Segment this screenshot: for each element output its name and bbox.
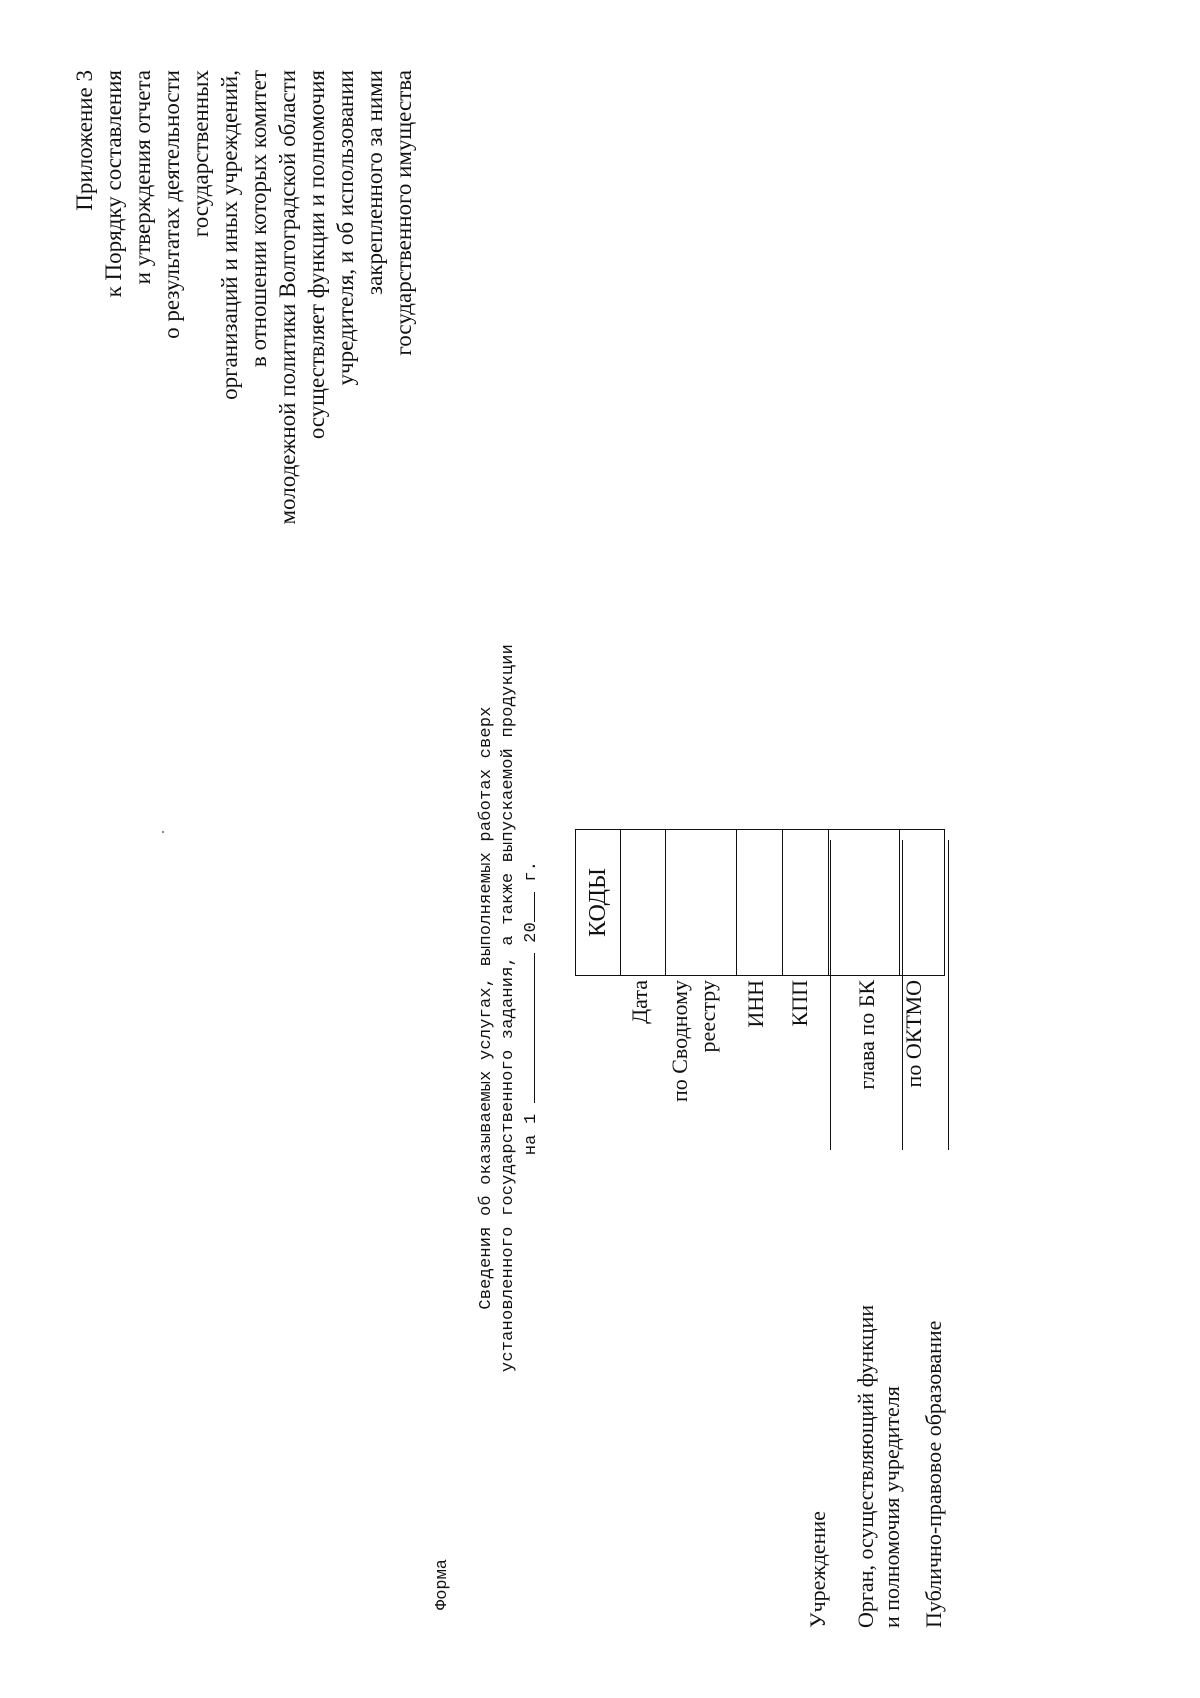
code-cell-kpp[interactable]	[783, 830, 829, 976]
code-label-date: Дата	[627, 980, 652, 1024]
appendix-line: Приложение 3	[72, 70, 97, 211]
institution-line[interactable]	[830, 840, 831, 1150]
code-label-oktmo: по ОКТМО	[901, 980, 926, 1088]
title-line-3	[520, 508, 543, 1508]
code-label-budget-chapter: глава по БК	[854, 980, 879, 1090]
codes-table	[575, 829, 945, 976]
founder-label	[853, 1305, 905, 1628]
appendix-line: учредителя, и об использовании	[333, 70, 358, 386]
appendix-line: государственных	[188, 70, 213, 238]
title-date-prefix: на 1	[522, 1113, 541, 1156]
appendix-line: осуществляет функции и полномочия	[304, 70, 329, 440]
institution-label: Учреждение	[805, 1511, 830, 1628]
scan-speck	[162, 831, 164, 833]
founder-label-line2: и полномочия учредителя	[879, 1386, 904, 1628]
code-label-registry-line2: реестру	[695, 980, 720, 1053]
title-line-1: Сведения об оказываемых услугах, выполняемых работах сверх	[477, 706, 496, 1310]
appendix-line: и утверждения отчета	[130, 70, 155, 285]
appendix-line: в отношении которых комитет	[246, 70, 271, 368]
title-year: 20	[522, 922, 541, 943]
title-year-suffix: г.	[522, 860, 541, 882]
founder-label-line1: Орган, осуществляющий функции	[853, 1304, 878, 1628]
title-line-2: установленного государственного задания, а также выпускаемой продукции	[499, 643, 518, 1373]
municipality-line[interactable]	[948, 840, 949, 1150]
date-fill-line[interactable]	[520, 953, 535, 1103]
code-cell-registry[interactable]	[666, 830, 737, 976]
appendix-line: организаций и иных учреждений,	[217, 70, 242, 400]
year-fill-line[interactable]	[520, 892, 535, 922]
code-cell-budget-chapter[interactable]	[829, 830, 900, 976]
code-label-kpp: КПП	[787, 980, 812, 1027]
code-cell-oktmo[interactable]	[900, 830, 945, 976]
code-label-registry-line1: по Сводному	[667, 980, 692, 1103]
appendix-line: о результатах деятельности	[159, 70, 184, 339]
code-cell-date[interactable]	[621, 830, 666, 976]
municipality-label: Публично-правовое образование	[921, 1320, 946, 1628]
codes-header: КОДЫ	[576, 830, 621, 976]
appendix-line: закрепленного за ними	[362, 70, 387, 295]
appendix-block	[70, 70, 418, 770]
founder-line[interactable]	[902, 840, 903, 1150]
form-title	[476, 508, 543, 1508]
code-label-inn: ИНН	[743, 980, 768, 1028]
appendix-line: молодежной политики Волгоградской области	[275, 70, 300, 525]
appendix-line: государственного имущества	[391, 70, 416, 356]
form-label: Форма	[433, 1558, 452, 1610]
appendix-line: к Порядку составления	[101, 70, 126, 298]
code-label-registry	[666, 980, 722, 1102]
code-cell-inn[interactable]	[737, 830, 783, 976]
